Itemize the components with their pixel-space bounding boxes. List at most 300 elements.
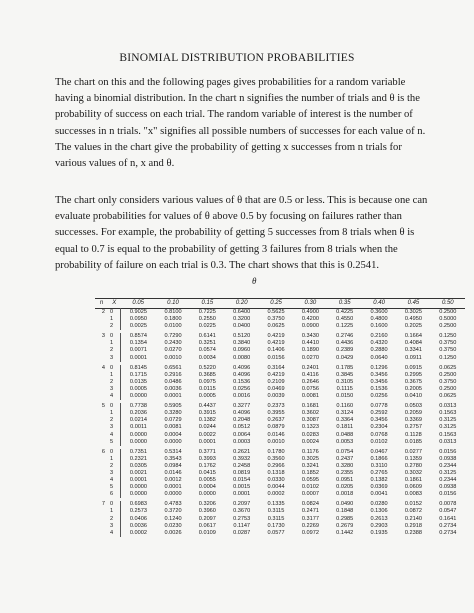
cell-probability: 0.1318 bbox=[267, 469, 285, 476]
cell-probability: 0.0002 bbox=[267, 491, 285, 498]
cell-probability: 0.0071 bbox=[129, 347, 147, 354]
cell-probability: 0.2995 bbox=[404, 371, 422, 378]
page-title: BINOMIAL DISTRIBUTION PROBABILITIES bbox=[119, 52, 355, 64]
cell-n bbox=[95, 410, 108, 417]
cell-probability: 0.0001 bbox=[164, 393, 182, 400]
cell-probability: 0.0156 bbox=[439, 491, 457, 498]
cell-probability: 0.0756 bbox=[301, 385, 319, 392]
cell-probability: 0.3456 bbox=[370, 371, 388, 378]
cell-probability: 0.4219 bbox=[267, 371, 285, 378]
cell-x: 2 bbox=[108, 463, 121, 470]
cell-n bbox=[95, 340, 108, 347]
cell-probability: 0.3251 bbox=[198, 340, 216, 347]
table-row bbox=[95, 403, 465, 410]
header-theta-0.15: 0.15 bbox=[201, 300, 214, 306]
cell-probability: 0.0185 bbox=[404, 438, 422, 445]
cell-probability: 0.0984 bbox=[164, 462, 182, 469]
cell-probability: 0.1762 bbox=[198, 462, 216, 469]
table-row bbox=[95, 379, 465, 386]
cell-probability: 0.1536 bbox=[370, 385, 388, 392]
cell-probability: 0.1785 bbox=[336, 364, 354, 371]
cell-probability: 0.0960 bbox=[233, 347, 251, 354]
cell-probability: 0.0015 bbox=[233, 484, 251, 491]
cell-probability: 0.4550 bbox=[336, 316, 354, 323]
table-row bbox=[95, 386, 465, 393]
cell-probability: 0.0287 bbox=[233, 529, 251, 536]
cell-probability: 0.3125 bbox=[439, 424, 457, 431]
cell-probability: 0.0001 bbox=[164, 484, 182, 491]
cell-probability: 0.1852 bbox=[301, 469, 319, 476]
cell-probability: 0.2500 bbox=[439, 309, 457, 315]
cell-probability: 0.4084 bbox=[404, 340, 422, 347]
cell-probability: 0.1176 bbox=[302, 448, 319, 455]
header-theta-0.10: 0.10 bbox=[167, 300, 179, 306]
cell-probability: 0.2916 bbox=[164, 371, 182, 378]
cell-probability: 0.0022 bbox=[198, 431, 216, 438]
cell-probability: 0.2880 bbox=[370, 347, 388, 354]
cell-x: 0 bbox=[108, 309, 121, 317]
cell-probability: 0.0256 bbox=[233, 385, 251, 392]
cell-probability: 0.0486 bbox=[164, 378, 182, 385]
cell-probability: 0.0625 bbox=[267, 323, 285, 330]
cell-n bbox=[95, 491, 108, 498]
cell-n bbox=[95, 432, 108, 439]
cell-probability: 0.1641 bbox=[439, 515, 457, 522]
cell-x: 1 bbox=[108, 508, 121, 515]
cell-probability: 0.0078 bbox=[439, 501, 457, 508]
cell-probability: 0.0000 bbox=[164, 491, 182, 498]
cell-probability: 0.0044 bbox=[267, 484, 285, 491]
cell-probability: 0.2401 bbox=[301, 364, 319, 371]
cell-n bbox=[95, 484, 108, 491]
table-row bbox=[95, 372, 465, 379]
cell-probability: 0.0754 bbox=[336, 448, 354, 455]
cell-probability: 0.4200 bbox=[301, 316, 319, 323]
cell-probability: 0.1536 bbox=[233, 378, 251, 385]
cell-probability: 0.2780 bbox=[404, 462, 422, 469]
cell-probability: 0.0305 bbox=[129, 462, 147, 469]
cell-probability: 0.0081 bbox=[164, 424, 182, 431]
cell-probability: 0.0150 bbox=[336, 393, 354, 400]
cell-n bbox=[95, 477, 108, 484]
cell-probability: 0.3932 bbox=[233, 455, 251, 462]
cell-probability: 0.0951 bbox=[336, 477, 354, 484]
header-theta-0.40: 0.40 bbox=[373, 300, 385, 306]
cell-probability: 0.8145 bbox=[129, 364, 147, 371]
cell-probability: 0.2500 bbox=[439, 323, 457, 330]
header-theta-0.45: 0.45 bbox=[407, 300, 420, 306]
cell-probability: 0.7290 bbox=[164, 333, 182, 340]
cell-n bbox=[95, 470, 108, 477]
cell-x: 1 bbox=[108, 340, 121, 347]
table-row bbox=[95, 309, 465, 317]
cell-probability: 0.2458 bbox=[233, 462, 251, 469]
cell-probability: 0.2355 bbox=[336, 469, 354, 476]
cell-probability: 0.3845 bbox=[336, 371, 354, 378]
cell-x: 6 bbox=[108, 491, 121, 498]
cell-probability: 0.1780 bbox=[267, 448, 285, 455]
cell-probability: 0.1811 bbox=[336, 424, 354, 431]
cell-probability: 0.2903 bbox=[370, 522, 388, 529]
cell-probability: 0.0313 bbox=[439, 403, 457, 410]
header-theta-0.05: 0.05 bbox=[132, 300, 145, 306]
cell-probability: 0.3277 bbox=[233, 403, 251, 410]
cell-probability: 0.0872 bbox=[404, 508, 422, 515]
cell-probability: 0.3670 bbox=[233, 508, 251, 515]
cell-probability: 0.0115 bbox=[199, 385, 216, 392]
cell-probability: 0.0005 bbox=[198, 393, 216, 400]
cell-probability: 0.1935 bbox=[370, 529, 388, 536]
cell-probability: 0.3364 bbox=[336, 417, 354, 424]
table-row bbox=[95, 340, 465, 347]
cell-probability: 0.2304 bbox=[370, 424, 388, 431]
cell-probability: 0.0036 bbox=[129, 522, 147, 529]
cell-probability: 0.0007 bbox=[301, 491, 319, 498]
cell-probability: 0.8574 bbox=[129, 333, 147, 340]
cell-x: 1 bbox=[108, 316, 121, 323]
table-row bbox=[95, 477, 465, 484]
cell-n bbox=[95, 379, 108, 386]
cell-probability: 0.0001 bbox=[198, 438, 216, 445]
cell-probability: 0.1306 bbox=[370, 508, 388, 515]
cell-probability: 0.2344 bbox=[439, 477, 457, 484]
cell-probability: 0.3720 bbox=[164, 508, 182, 515]
cell-probability: 0.0369 bbox=[370, 484, 388, 491]
cell-probability: 0.1730 bbox=[267, 522, 285, 529]
cell-x: 1 bbox=[108, 372, 121, 379]
cell-probability: 0.3750 bbox=[439, 347, 457, 354]
theta-explanation-paragraph: The chart only considers various values of θ that are 0.5 or less. This is because one can evaluate probabilities for values of θ above 0.5 by focusing on failures rather than successes. For example, the probability of getting 5 successes from 8 trials when θ is equal to 0.7 is equal to the probability of getting 3 failures from 8 trials when the probability of failure on each trial is 0.3. The chart shows that this is 0.2541. bbox=[55, 195, 428, 271]
header-theta-0.25: 0.25 bbox=[270, 300, 282, 306]
cell-x: 0 bbox=[108, 501, 121, 508]
cell-n bbox=[95, 523, 108, 530]
cell-n: 4 bbox=[101, 364, 105, 371]
cell-probability: 0.2109 bbox=[267, 378, 285, 385]
cell-x: 2 bbox=[108, 323, 121, 330]
cell-probability: 0.0041 bbox=[370, 491, 388, 498]
cell-probability: 0.0609 bbox=[404, 484, 422, 491]
cell-probability: 0.4900 bbox=[301, 309, 319, 315]
cell-x: 4 bbox=[108, 530, 121, 537]
cell-probability: 0.2757 bbox=[404, 424, 422, 431]
cell-n: 5 bbox=[101, 403, 105, 410]
cell-probability: 0.1250 bbox=[439, 354, 457, 361]
cell-n bbox=[95, 456, 108, 463]
cell-probability: 0.8100 bbox=[164, 309, 182, 315]
cell-probability: 0.2430 bbox=[164, 340, 182, 347]
cell-probability: 0.3600 bbox=[370, 309, 388, 315]
cell-probability: 0.0000 bbox=[164, 438, 182, 445]
cell-probability: 0.2373 bbox=[267, 403, 285, 410]
cell-probability: 0.0156 bbox=[439, 448, 457, 455]
table-row bbox=[95, 365, 465, 372]
cell-probability: 0.3750 bbox=[439, 340, 457, 347]
cell-probability: 0.4437 bbox=[198, 403, 216, 410]
header-n: n bbox=[99, 300, 104, 306]
cell-probability: 0.1382 bbox=[198, 417, 216, 424]
cell-probability: 0.2573 bbox=[129, 508, 147, 515]
cell-probability: 0.3025 bbox=[404, 309, 422, 315]
cell-probability: 0.0729 bbox=[164, 417, 182, 424]
cell-probability: 0.0512 bbox=[233, 424, 251, 431]
cell-probability: 0.4800 bbox=[370, 316, 388, 323]
cell-probability: 0.1382 bbox=[370, 477, 388, 484]
cell-probability: 0.2005 bbox=[404, 385, 422, 392]
cell-x: 0 bbox=[108, 333, 121, 340]
cell-probability: 0.4096 bbox=[233, 371, 251, 378]
cell-probability: 0.0000 bbox=[129, 393, 147, 400]
cell-n: 7 bbox=[101, 501, 105, 508]
cell-probability: 0.3115 bbox=[267, 515, 285, 522]
cell-x: 3 bbox=[108, 355, 121, 362]
table-row bbox=[95, 355, 465, 362]
cell-n: 6 bbox=[101, 448, 105, 455]
table-row bbox=[95, 484, 465, 491]
cell-probability: 0.3115 bbox=[267, 508, 285, 515]
cell-probability: 0.0768 bbox=[370, 431, 388, 438]
cell-x: 2 bbox=[108, 347, 121, 354]
cell-probability: 0.0000 bbox=[129, 484, 147, 491]
cell-x: 3 bbox=[108, 424, 121, 431]
cell-n bbox=[95, 393, 108, 400]
cell-probability: 0.3543 bbox=[164, 455, 182, 462]
cell-probability: 0.1800 bbox=[164, 316, 182, 323]
cell-probability: 0.2734 bbox=[439, 529, 457, 536]
cell-probability: 0.1250 bbox=[439, 333, 457, 340]
cell-probability: 0.1848 bbox=[336, 508, 354, 515]
cell-probability: 0.0154 bbox=[233, 477, 251, 484]
cell-probability: 0.3430 bbox=[301, 333, 319, 340]
cell-probability: 0.4783 bbox=[164, 501, 182, 508]
cell-probability: 0.3369 bbox=[404, 417, 422, 424]
header-theta-0.20: 0.20 bbox=[235, 300, 248, 306]
cell-probability: 0.9025 bbox=[129, 309, 147, 315]
cell-probability: 0.0135 bbox=[129, 378, 147, 385]
cell-probability: 0.3456 bbox=[370, 417, 388, 424]
cell-probability: 0.0819 bbox=[233, 469, 251, 476]
cell-probability: 0.0001 bbox=[129, 354, 147, 361]
cell-probability: 0.7738 bbox=[129, 403, 147, 410]
cell-probability: 0.1442 bbox=[336, 529, 354, 536]
cell-n bbox=[95, 508, 108, 515]
table-row bbox=[95, 456, 465, 463]
cell-probability: 0.0053 bbox=[336, 438, 354, 445]
cell-probability: 0.3124 bbox=[336, 410, 354, 417]
cell-probability: 0.0911 bbox=[405, 354, 422, 361]
table-row bbox=[95, 449, 465, 456]
cell-probability: 0.3456 bbox=[370, 378, 388, 385]
cell-probability: 0.2140 bbox=[404, 515, 422, 522]
cell-probability: 0.3915 bbox=[198, 410, 216, 417]
cell-probability: 0.3280 bbox=[164, 410, 182, 417]
cell-probability: 0.0205 bbox=[336, 484, 354, 491]
cell-probability: 0.1664 bbox=[404, 333, 422, 340]
cell-probability: 0.0012 bbox=[164, 477, 182, 484]
cell-probability: 0.6983 bbox=[129, 501, 147, 508]
cell-probability: 0.0036 bbox=[164, 385, 182, 392]
cell-probability: 0.5905 bbox=[164, 403, 182, 410]
cell-probability: 0.2097 bbox=[233, 501, 251, 508]
header-theta-0.30: 0.30 bbox=[304, 300, 317, 306]
cell-probability: 0.0270 bbox=[301, 354, 319, 361]
cell-probability: 0.3750 bbox=[267, 316, 285, 323]
cell-probability: 0.3840 bbox=[233, 340, 251, 347]
cell-n bbox=[95, 347, 108, 354]
table-row bbox=[95, 393, 465, 400]
cell-probability: 0.1681 bbox=[301, 403, 319, 410]
cell-probability: 0.1359 bbox=[404, 455, 422, 462]
header-theta-0.50: 0.50 bbox=[441, 300, 454, 306]
cell-n bbox=[95, 463, 108, 470]
cell-probability: 0.2753 bbox=[233, 515, 251, 522]
cell-probability: 0.2985 bbox=[336, 515, 354, 522]
cell-probability: 0.0277 bbox=[404, 448, 422, 455]
cell-probability: 0.4219 bbox=[267, 333, 285, 340]
cell-probability: 0.0400 bbox=[233, 323, 251, 330]
cell-probability: 0.0034 bbox=[198, 354, 216, 361]
cell-probability: 0.4410 bbox=[301, 340, 319, 347]
cell-probability: 0.0488 bbox=[336, 431, 354, 438]
cell-probability: 0.4950 bbox=[404, 316, 422, 323]
cell-probability: 0.2048 bbox=[233, 417, 251, 424]
cell-probability: 0.6561 bbox=[164, 364, 182, 371]
cell-probability: 0.1225 bbox=[336, 323, 354, 330]
table-row bbox=[95, 410, 465, 417]
cell-n bbox=[95, 355, 108, 362]
cell-probability: 0.0617 bbox=[198, 522, 216, 529]
table-row bbox=[95, 508, 465, 515]
cell-probability: 0.0016 bbox=[233, 393, 251, 400]
cell-probability: 0.3105 bbox=[336, 378, 354, 385]
cell-probability: 0.0102 bbox=[370, 438, 388, 445]
cell-probability: 0.5314 bbox=[164, 448, 182, 455]
cell-x: 2 bbox=[108, 417, 121, 424]
cell-x: 3 bbox=[108, 523, 121, 530]
cell-probability: 0.3771 bbox=[198, 448, 216, 455]
cell-probability: 0.0625 bbox=[439, 364, 457, 371]
header-theta-0.35: 0.35 bbox=[338, 300, 351, 306]
cell-probability: 0.3685 bbox=[198, 371, 216, 378]
cell-probability: 0.0081 bbox=[301, 393, 319, 400]
cell-probability: 0.3125 bbox=[439, 417, 457, 424]
cell-probability: 0.0021 bbox=[129, 469, 147, 476]
cell-probability: 0.2746 bbox=[336, 333, 354, 340]
table-row bbox=[95, 439, 465, 446]
cell-probability: 0.1890 bbox=[301, 347, 319, 354]
cell-probability: 0.0879 bbox=[267, 424, 285, 431]
cell-probability: 0.0283 bbox=[301, 431, 319, 438]
cell-probability: 0.0146 bbox=[164, 469, 182, 476]
cell-probability: 0.3200 bbox=[233, 316, 251, 323]
cell-n: 3 bbox=[101, 333, 105, 340]
table-row bbox=[95, 424, 465, 431]
cell-probability: 0.2097 bbox=[198, 515, 216, 522]
cell-probability: 0.3164 bbox=[267, 364, 285, 371]
cell-probability: 0.0010 bbox=[164, 354, 182, 361]
cell-n bbox=[95, 323, 108, 330]
table-body bbox=[95, 309, 465, 537]
cell-probability: 0.2321 bbox=[129, 455, 147, 462]
cell-probability: 0.5220 bbox=[198, 364, 216, 371]
cell-probability: 0.1563 bbox=[439, 431, 457, 438]
cell-probability: 0.0004 bbox=[164, 431, 182, 438]
cell-x: 2 bbox=[108, 516, 121, 523]
cell-probability: 0.2646 bbox=[301, 378, 319, 385]
cell-probability: 0.0415 bbox=[198, 469, 216, 476]
cell-probability: 0.2500 bbox=[439, 371, 457, 378]
cell-x: 0 bbox=[108, 365, 121, 372]
cell-probability: 0.5000 bbox=[439, 316, 457, 323]
cell-probability: 0.0018 bbox=[336, 491, 354, 498]
cell-probability: 0.0972 bbox=[301, 529, 319, 536]
cell-probability: 0.2059 bbox=[404, 410, 422, 417]
table-row bbox=[95, 463, 465, 470]
cell-probability: 0.1128 bbox=[405, 431, 422, 438]
cell-probability: 0.2160 bbox=[370, 333, 388, 340]
cell-probability: 0.1296 bbox=[370, 364, 388, 371]
cell-n bbox=[95, 417, 108, 424]
cell-probability: 0.3087 bbox=[301, 417, 319, 424]
cell-probability: 0.2269 bbox=[301, 522, 319, 529]
cell-probability: 0.1563 bbox=[439, 410, 457, 417]
cell-probability: 0.2025 bbox=[404, 323, 422, 330]
cell-probability: 0.0490 bbox=[336, 501, 354, 508]
cell-probability: 0.2679 bbox=[336, 522, 354, 529]
cell-probability: 0.0025 bbox=[129, 323, 147, 330]
cell-probability: 0.0064 bbox=[233, 431, 251, 438]
cell-n bbox=[95, 530, 108, 537]
cell-x: 4 bbox=[108, 477, 121, 484]
cell-probability: 0.0406 bbox=[129, 515, 147, 522]
table-row bbox=[95, 347, 465, 354]
cell-probability: 0.0577 bbox=[267, 529, 285, 536]
cell-probability: 0.0270 bbox=[164, 347, 182, 354]
cell-probability: 0.0824 bbox=[301, 501, 319, 508]
cell-probability: 0.0146 bbox=[267, 431, 285, 438]
table-row bbox=[95, 530, 465, 537]
cell-probability: 0.3341 bbox=[404, 347, 422, 354]
header-x: X bbox=[112, 300, 117, 306]
cell-probability: 0.2500 bbox=[439, 385, 457, 392]
cell-n bbox=[95, 424, 108, 431]
table-row bbox=[95, 516, 465, 523]
cell-probability: 0.1240 bbox=[164, 515, 182, 522]
cell-probability: 0.2388 bbox=[404, 529, 422, 536]
cell-probability: 0.4320 bbox=[370, 340, 388, 347]
cell-probability: 0.2966 bbox=[267, 462, 285, 469]
cell-probability: 0.0024 bbox=[301, 438, 319, 445]
cell-probability: 0.0109 bbox=[198, 529, 216, 536]
cell-probability: 0.2036 bbox=[129, 410, 147, 417]
cell-probability: 0.0005 bbox=[129, 385, 147, 392]
cell-x: 0 bbox=[108, 403, 121, 410]
cell-probability: 0.0595 bbox=[301, 477, 319, 484]
cell-probability: 0.6141 bbox=[198, 333, 216, 340]
table-row bbox=[95, 333, 465, 340]
cell-probability: 0.0244 bbox=[198, 424, 216, 431]
cell-probability: 0.0230 bbox=[164, 522, 182, 529]
cell-probability: 0.1354 bbox=[129, 340, 147, 347]
cell-x: 4 bbox=[108, 393, 121, 400]
cell-probability: 0.1335 bbox=[267, 501, 285, 508]
table-row bbox=[95, 523, 465, 530]
cell-x: 3 bbox=[108, 470, 121, 477]
cell-probability: 0.3110 bbox=[370, 462, 388, 469]
cell-probability: 0.0000 bbox=[198, 491, 216, 498]
cell-n bbox=[95, 439, 108, 446]
cell-probability: 0.0330 bbox=[267, 477, 285, 484]
cell-probability: 0.3993 bbox=[198, 455, 216, 462]
